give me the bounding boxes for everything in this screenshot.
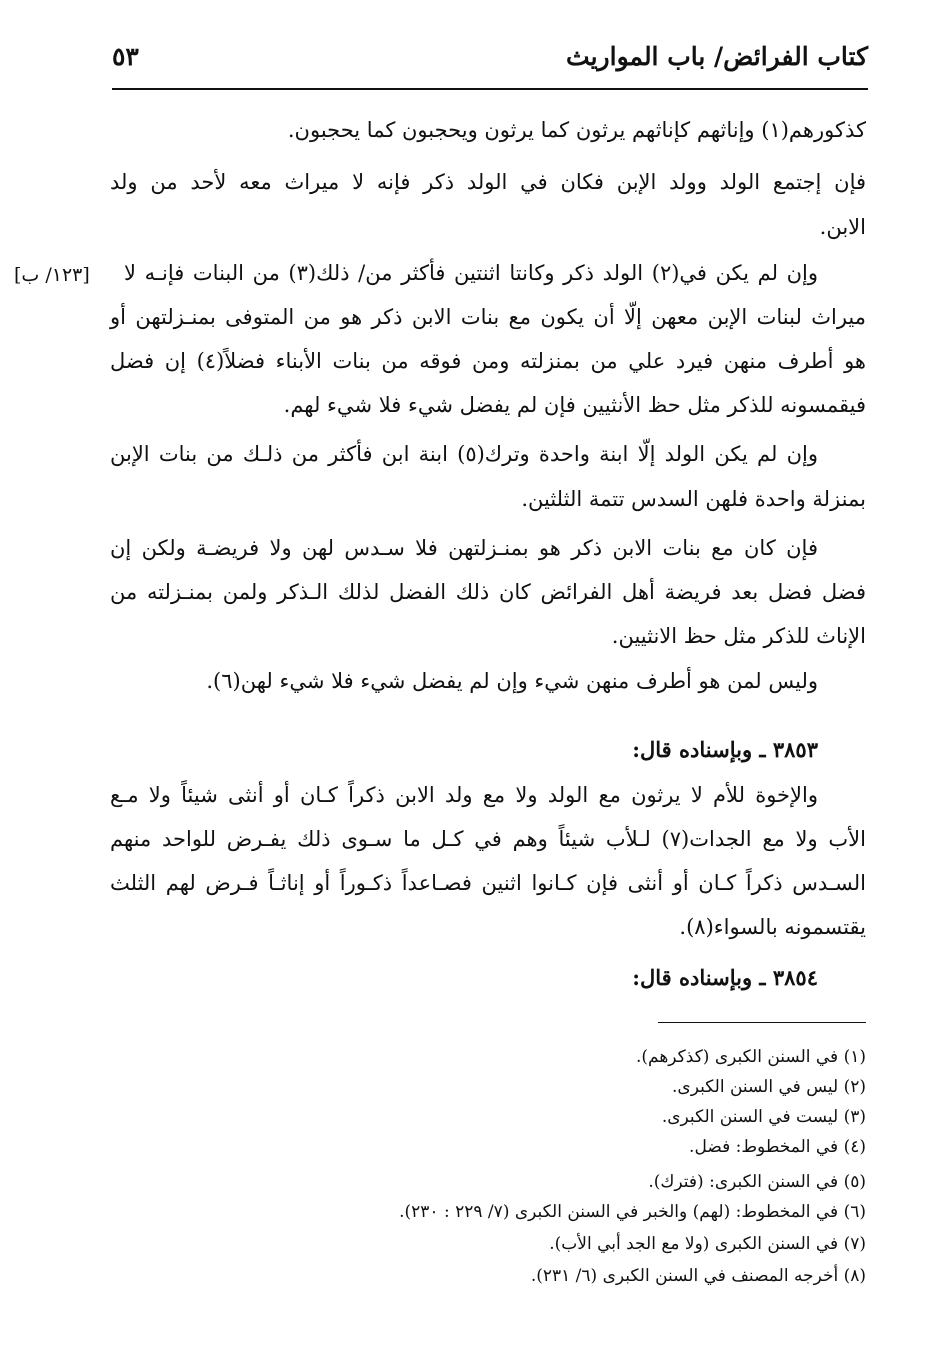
text-line: وليس لمن هو أطرف منهن شيء وإن لم يفضل شيء فلا شيء لهن(٦). bbox=[206, 669, 818, 693]
text-line: كذكورهم(١) وإناثهم كإناثهم يرثون كما يرثون ويحجبون كما يحجبون. bbox=[287, 118, 866, 142]
text-line: الأب ولا مع الجدات(٧) لـلأب شيئاً وهم في كـل ما سـوى ذلك يفـرض للواحد منهم bbox=[110, 827, 866, 851]
text-line: فضل فضل بعد فريضة أهل الفرائض كان ذلك الفضل لذلك الـذكر ولمن بمنـزلته من bbox=[110, 580, 866, 604]
footnote-divider bbox=[658, 1022, 866, 1023]
text-line: وإن لم يكن الولد إلّا ابنة واحدة وترك(٥) ابنة ابن فأكثر من ذلـك من بنات الإبن bbox=[110, 442, 818, 466]
footnote: (٤) في المخطوط: فضل. bbox=[689, 1137, 866, 1157]
page-header bbox=[112, 38, 868, 90]
footnote: (٧) في السنن الكبرى (ولا مع الجد أبي الأب). bbox=[549, 1234, 866, 1254]
footnote: (٢) ليس في السنن الكبرى. bbox=[672, 1077, 866, 1097]
text-line: يقتسمونه بالسواء(٨). bbox=[679, 915, 866, 939]
text-line: فيقمسونه للذكر مثل حظ الأنثيين فإن لم يفضل شيء فلا شيء لهم. bbox=[283, 393, 866, 417]
text-line: الابن. bbox=[819, 215, 866, 239]
footnote: (٨) أخرجه المصنف في السنن الكبرى (٦/ ٢٣١). bbox=[530, 1266, 866, 1286]
text-line: ميراث لبنات الإبن معهن إلّا أن يكون مع بنات الابن ذكر هو من المتوفى بمنـزلتهن أو bbox=[110, 305, 866, 329]
hadith-heading: ٣٨٥٣ ـ وبإسناده قال: bbox=[632, 737, 818, 762]
text-line: بمنزلة واحدة فلهن السدس تتمة الثلثين. bbox=[521, 487, 866, 511]
text-line: فإن إجتمع الولد وولد الإبن فكان في الولد ذكر فإنه لا ميراث معه لأحد من ولد bbox=[110, 170, 867, 194]
page-number: ٥٣ bbox=[112, 42, 139, 71]
footnote: (١) في السنن الكبرى (كذكرهم). bbox=[635, 1047, 866, 1067]
footnote: (٣) ليست في السنن الكبرى. bbox=[661, 1107, 866, 1127]
text-line: السـدس ذكراً كـان أو أنثى فإن كـانوا اثنين فصـاعداً ذكـوراً أو إناثـاً فـرض لهم الثلث bbox=[110, 871, 866, 895]
text-line: هو أطرف منهن فيرد علي من بمنزلته ومن فوقه من بنات الأبناء فضلاً(٤) إن فضل bbox=[110, 349, 866, 373]
text-line: فإن كان مع بنات الابن ذكر هو بمنـزلتهن فلا سـدس لهن ولا فريضـة ولكن إن bbox=[110, 536, 818, 560]
text-line: وإن لم يكن في(٢) الولد ذكر وكانتا اثنتين فأكثر من/ ذلك(٣) من البنات فإنـه لا bbox=[124, 261, 818, 285]
hadith-heading: ٣٨٥٤ ـ وبإسناده قال: bbox=[632, 965, 818, 990]
footnote: (٥) في السنن الكبرى: (فترك). bbox=[648, 1172, 866, 1192]
manuscript-folio-note: [١٢٣/ ب] bbox=[14, 264, 90, 286]
text-line: والإخوة للأم لا يرثون مع الولد ولا مع ولد الابن ذكراً كـان أو أنثى شيئاً ولا مـع bbox=[110, 783, 818, 807]
footnote: (٦) في المخطوط: (لهم) والخبر في السنن الكبرى (٧/ ٢٢٩ : ٢٣٠). bbox=[399, 1202, 866, 1222]
chapter-title: كتاب الفرائض/ باب المواريث bbox=[566, 42, 868, 71]
text-line: الإناث للذكر مثل حظ الانثيين. bbox=[611, 624, 866, 648]
